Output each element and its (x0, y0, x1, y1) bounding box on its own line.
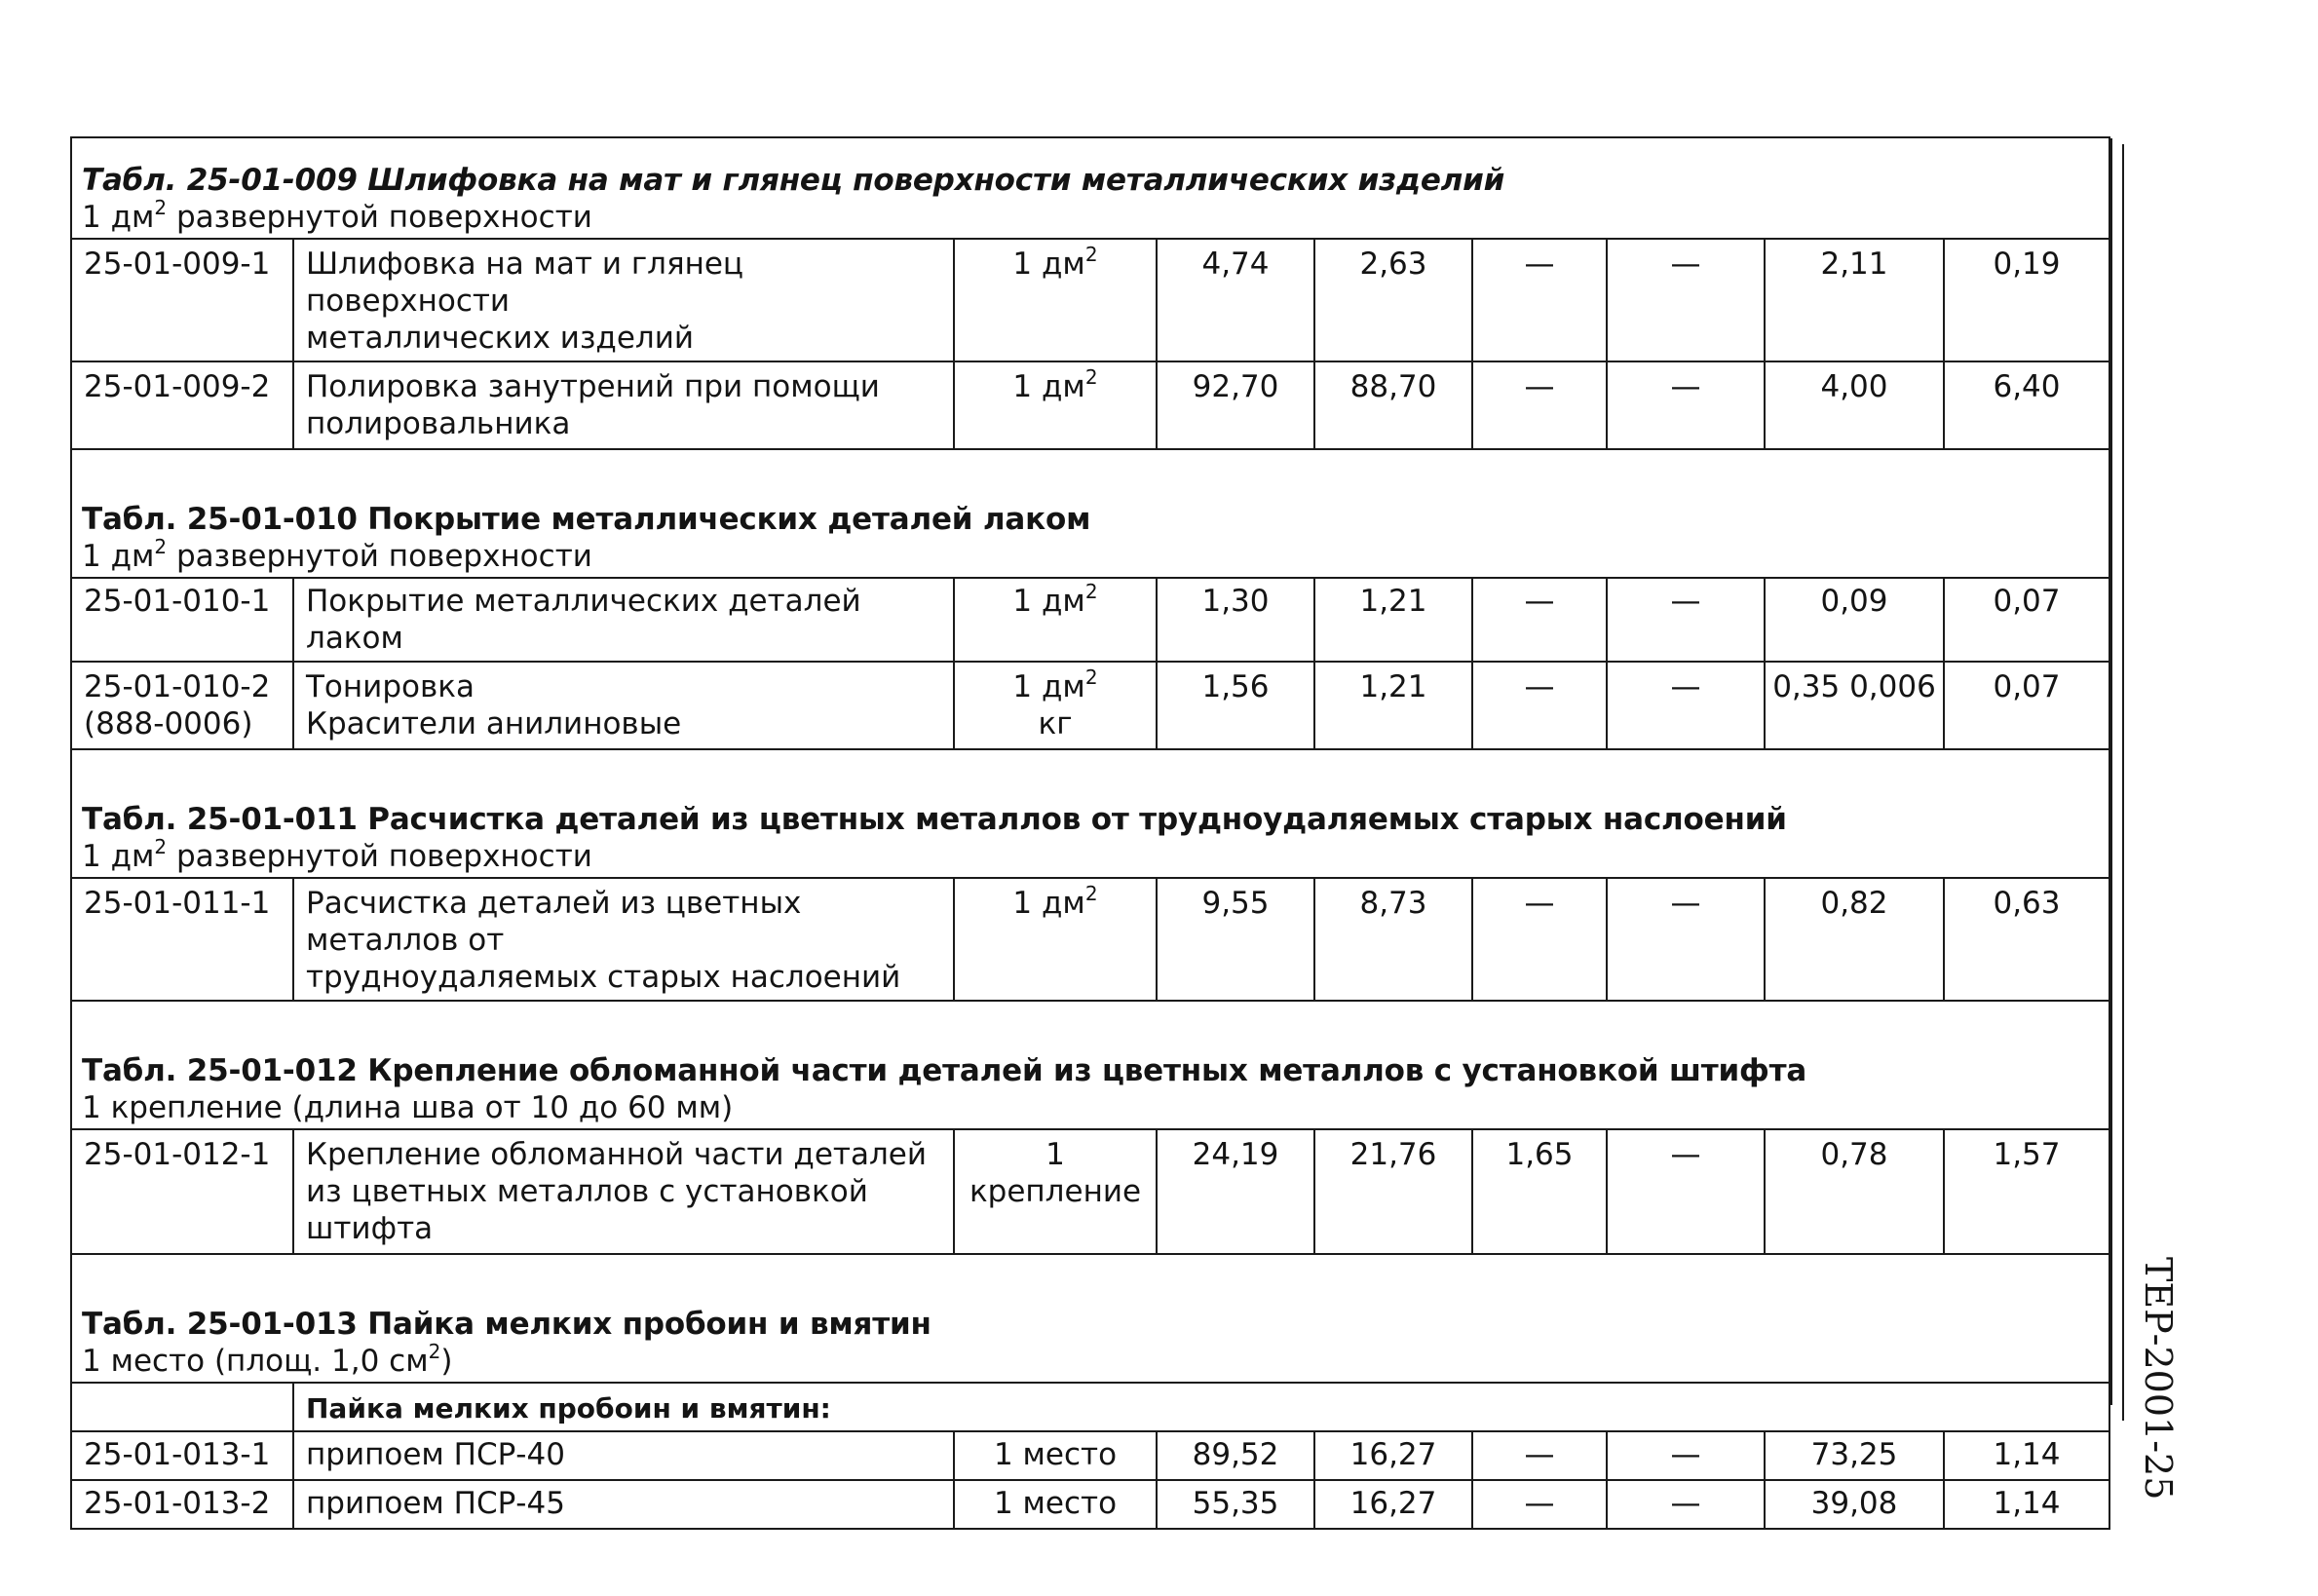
row-unit: 1 $дм^2$ (954, 578, 1157, 662)
section-unit: 1 $дм^2$ развернутой поверхности (82, 195, 592, 235)
row-machinist-wages: — (1607, 878, 1765, 1001)
row-machinist-wages: — (1607, 578, 1765, 662)
row-unit: 1 $дм^2$ (954, 361, 1157, 449)
row-machinist-wages: — (1607, 361, 1765, 449)
row-wages: 21,76 (1314, 1129, 1472, 1254)
row-machines: — (1472, 361, 1607, 449)
row-total-cost: 55,35 (1157, 1480, 1314, 1529)
row-total-cost: 89,52 (1157, 1431, 1314, 1480)
row-unit: 1 $дм^2$ кг (954, 662, 1157, 749)
row-labor: 0,07 (1944, 662, 2109, 749)
row-labor: 1,14 (1944, 1431, 2109, 1480)
price-norms-table (70, 136, 2110, 1530)
row-machines: — (1472, 1480, 1607, 1529)
table-row (71, 1480, 2109, 1529)
row-name: припоем ПСР-40 (293, 1431, 954, 1480)
row-code: 25-01-013-2 (71, 1480, 293, 1529)
table-row (71, 878, 2109, 1001)
row-wages: 1,21 (1314, 578, 1472, 662)
row-wages: 16,27 (1314, 1431, 1472, 1480)
table-row (71, 1129, 2109, 1254)
row-code: 25-01-009-2 (71, 361, 293, 449)
row-labor: 1,57 (1944, 1129, 2109, 1254)
row-materials: 39,08 (1765, 1480, 1944, 1529)
table-row (71, 239, 2109, 361)
section-title: Табл. 25-01-012 Крепление обломанной части деталей из цветных металлов с установкой штифта (82, 1053, 1807, 1088)
row-unit: 1 место (954, 1480, 1157, 1529)
row-name: Полировка занутрений при помощи полировальника (293, 361, 954, 449)
row-total-cost: 1,30 (1157, 578, 1314, 662)
section-title: Табл. 25-01-009 Шлифовка на мат и глянец поверхности металлических изделий (82, 163, 1505, 198)
section-unit: 1 место (площ. 1,0 $см^2$) (82, 1339, 453, 1379)
row-code: 25-01-012-1 (71, 1129, 293, 1254)
row-machinist-wages: — (1607, 1129, 1765, 1254)
binding-line-outer (2122, 144, 2124, 1421)
row-machinist-wages: — (1607, 239, 1765, 361)
row-machinist-wages: — (1607, 662, 1765, 749)
row-materials: 0,78 (1765, 1129, 1944, 1254)
section-unit: 1 $дм^2$ развернутой поверхности (82, 834, 592, 874)
row-name: Шлифовка на мат и глянец поверхности металлических изделий (293, 239, 954, 361)
row-machines: — (1472, 578, 1607, 662)
row-code: 25-01-013-1 (71, 1431, 293, 1480)
row-wages: 88,70 (1314, 361, 1472, 449)
row-materials: 0,09 (1765, 578, 1944, 662)
row-labor: 1,14 (1944, 1480, 2109, 1529)
row-labor: 0,63 (1944, 878, 2109, 1001)
row-unit: 1 место (954, 1431, 1157, 1480)
row-machines: — (1472, 662, 1607, 749)
table-row (71, 662, 2109, 749)
subheader-cell (293, 1383, 2109, 1431)
row-total-cost: 4,74 (1157, 239, 1314, 361)
row-materials: 2,11 (1765, 239, 1944, 361)
row-machines: — (1472, 239, 1607, 361)
section-header-25-01-010 (71, 449, 2109, 578)
row-machines: — (1472, 878, 1607, 1001)
table-row (71, 1431, 2109, 1480)
row-code: 25-01-010-1 (71, 578, 293, 662)
section-header-25-01-011 (71, 749, 2109, 878)
section-header-25-01-009 (71, 137, 2109, 239)
section-unit: 1 $дм^2$ развернутой поверхности (82, 534, 592, 574)
row-name: Расчистка деталей из цветных металлов от трудноудаляемых старых наслоений (293, 878, 954, 1001)
row-total-cost: 92,70 (1157, 361, 1314, 449)
section-header-25-01-013 (71, 1254, 2109, 1383)
row-materials: 0,82 (1765, 878, 1944, 1001)
row-total-cost: 9,55 (1157, 878, 1314, 1001)
row-unit: 1 крепление (954, 1129, 1157, 1254)
row-wages: 1,21 (1314, 662, 1472, 749)
row-wages: 2,63 (1314, 239, 1472, 361)
empty-code-cell (71, 1383, 293, 1431)
price-norms-sheet (70, 136, 2109, 1521)
section-title: Табл. 25-01-013 Пайка мелких пробоин и вмятин (82, 1307, 931, 1342)
row-machinist-wages: — (1607, 1431, 1765, 1480)
row-code: 25-01-010-2 (888-0006) (71, 662, 293, 749)
row-labor: 6,40 (1944, 361, 2109, 449)
section-title: Табл. 25-01-011 Расчистка деталей из цветных металлов от трудноудаляемых старых наслоений (82, 802, 1787, 837)
row-materials: 73,25 (1765, 1431, 1944, 1480)
row-unit: 1 $дм^2$ (954, 878, 1157, 1001)
table-row (71, 361, 2109, 449)
row-machines: 1,65 (1472, 1129, 1607, 1254)
section-unit: 1 крепление (длина шва от 10 до 60 мм) (82, 1090, 734, 1125)
row-code: 25-01-011-1 (71, 878, 293, 1001)
binding-line-inner (2110, 138, 2112, 1405)
row-wages: 8,73 (1314, 878, 1472, 1001)
row-total-cost: 1,56 (1157, 662, 1314, 749)
row-name: Тонировка Красители анилиновые (293, 662, 954, 749)
section-title: Табл. 25-01-010 Покрытие металлических деталей лаком (82, 502, 1091, 537)
row-wages: 16,27 (1314, 1480, 1472, 1529)
subheader-label: Пайка мелких пробоин и вмятин: (306, 1392, 831, 1425)
row-machines: — (1472, 1431, 1607, 1480)
section-header-25-01-012 (71, 1001, 2109, 1129)
row-total-cost: 24,19 (1157, 1129, 1314, 1254)
subheader-row (71, 1383, 2109, 1431)
row-materials: 4,00 (1765, 361, 1944, 449)
row-materials: 0,35 0,006 (1765, 662, 1944, 749)
document-code-stamp: ТЕР-2001-25 (2137, 1257, 2180, 1501)
row-labor: 0,07 (1944, 578, 2109, 662)
row-code: 25-01-009-1 (71, 239, 293, 361)
row-name: Крепление обломанной части деталей из цветных металлов с установкой штифта (293, 1129, 954, 1254)
row-name: Покрытие металлических деталей лаком (293, 578, 954, 662)
row-labor: 0,19 (1944, 239, 2109, 361)
table-row (71, 578, 2109, 662)
row-unit: 1 $дм^2$ (954, 239, 1157, 361)
row-name: припоем ПСР-45 (293, 1480, 954, 1529)
row-machinist-wages: — (1607, 1480, 1765, 1529)
